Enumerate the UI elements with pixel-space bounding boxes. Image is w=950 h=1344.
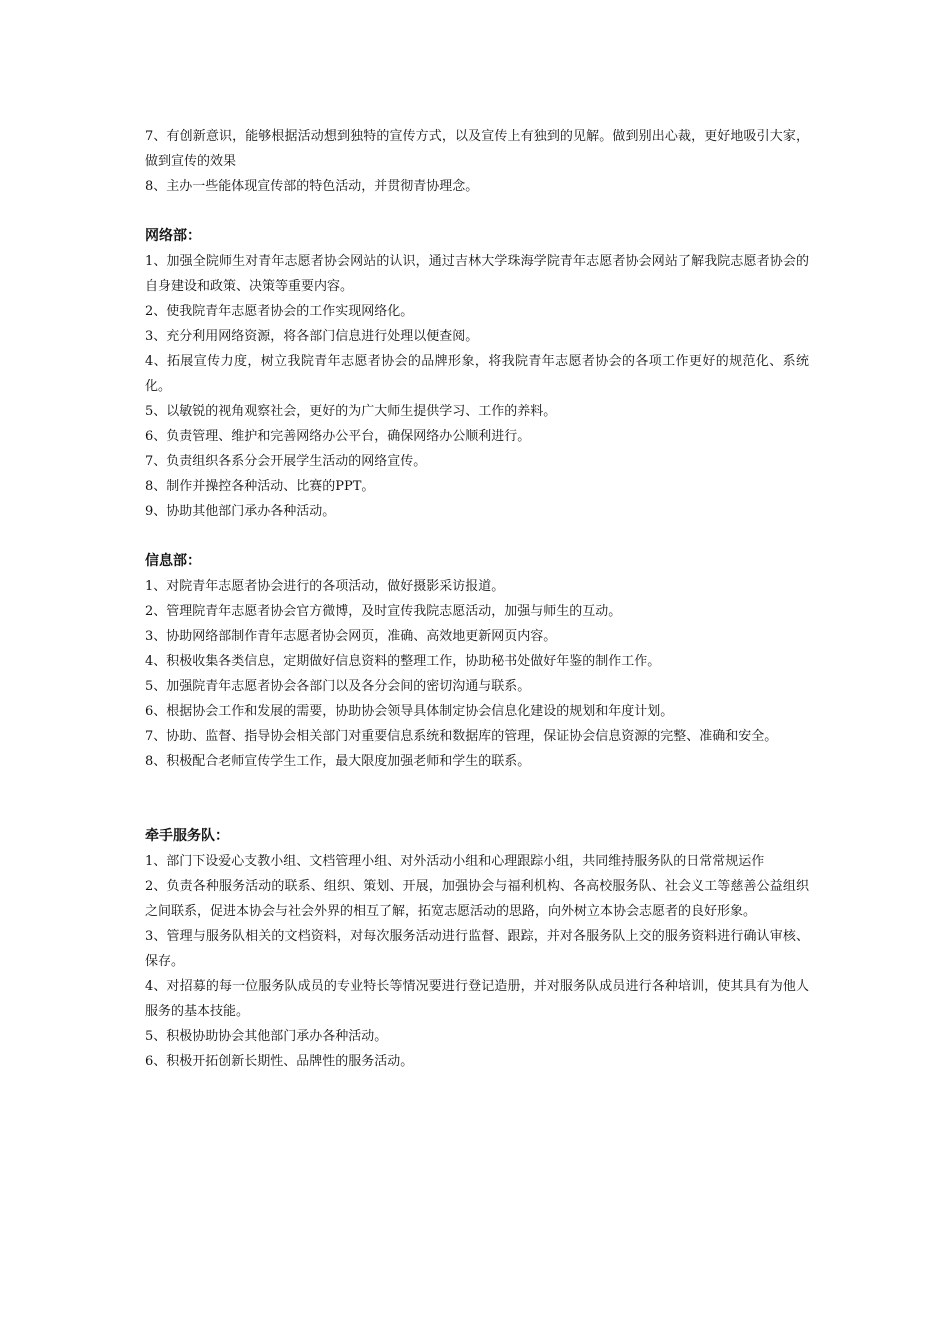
list-item: 6、负责管理、维护和完善网络办公平台，确保网络办公顺利进行。	[145, 429, 531, 444]
section-title: 信息部：	[145, 553, 201, 569]
document-page	[145, 124, 809, 1074]
list-item: 6、积极开拓创新长期性、品牌性的服务活动。	[145, 1054, 414, 1069]
list-item: 1、部门下设爱心支教小组、文档管理小组、对外活动小组和心理跟踪小组，共同维持服务队的日常常规运作	[145, 854, 765, 869]
section-title: 牵手服务队：	[145, 828, 229, 844]
list-item: 4、对招募的每一位服务队成员的专业特长等情况要进行登记造册，并对服务队成员进行各种培训，使其具有为他人服务的基本技能。	[145, 979, 809, 1019]
section-service-team	[145, 824, 809, 1074]
list-item: 3、协助网络部制作青年志愿者协会网页，准确、高效地更新网页内容。	[145, 629, 557, 644]
list-item: 5、以敏锐的视角观察社会，更好的为广大师生提供学习、工作的养料。	[145, 404, 557, 419]
list-item: 2、负责各种服务活动的联系、组织、策划、开展，加强协会与福利机构、各高校服务队、社会义工等慈善公益组织之间联系，促进本协会与社会外界的相互了解，拓宽志愿活动的思路，向外树立本协会志愿者的良好形象。	[145, 879, 809, 919]
list-item: 5、积极协助协会其他部门承办各种活动。	[145, 1029, 388, 1044]
list-item: 3、充分利用网络资源，将各部门信息进行处理以便查阅。	[145, 329, 479, 344]
list-item: 8、主办一些能体现宣传部的特色活动，并贯彻青协理念。	[145, 179, 479, 194]
list-item: 7、有创新意识，能够根据活动想到独特的宣传方式，以及宣传上有独到的见解。做到别出心裁，更好地吸引大家，做到宣传的效果	[145, 129, 809, 169]
list-item: 4、拓展宣传力度，树立我院青年志愿者协会的品牌形象，将我院青年志愿者协会的各项工作更好的规范化、系统化。	[145, 354, 809, 394]
list-item: 1、加强全院师生对青年志愿者协会网站的认识，通过吉林大学珠海学院青年志愿者协会网站了解我院志愿者协会的自身建设和政策、决策等重要内容。	[145, 254, 809, 294]
list-item: 1、对院青年志愿者协会进行的各项活动，做好摄影采访报道。	[145, 579, 505, 594]
intro-list	[145, 124, 809, 199]
list-item: 7、协助、监督、指导协会相关部门对重要信息系统和数据库的管理，保证协会信息资源的完整、准确和安全。	[145, 729, 778, 744]
section-information	[145, 549, 809, 774]
list-item: 3、管理与服务队相关的文档资料，对每次服务活动进行监督、跟踪，并对各服务队上交的服务资料进行确认审核、保存。	[145, 929, 809, 969]
list-item: 2、管理院青年志愿者协会官方微博，及时宣传我院志愿活动，加强与师生的互动。	[145, 604, 622, 619]
section-network	[145, 224, 809, 524]
list-item: 9、协助其他部门承办各种活动。	[145, 504, 336, 519]
list-item: 2、使我院青年志愿者协会的工作实现网络化。	[145, 304, 414, 319]
list-item: 4、积极收集各类信息，定期做好信息资料的整理工作，协助秘书处做好年鉴的制作工作。	[145, 654, 661, 669]
section-title: 网络部：	[145, 228, 201, 244]
list-item: 8、积极配合老师宣传学生工作，最大限度加强老师和学生的联系。	[145, 754, 531, 769]
list-item: 8、制作并操控各种活动、比赛的PPT。	[145, 479, 375, 494]
list-item: 7、负责组织各系分会开展学生活动的网络宣传。	[145, 454, 427, 469]
list-item: 5、加强院青年志愿者协会各部门以及各分会间的密切沟通与联系。	[145, 679, 531, 694]
list-item: 6、根据协会工作和发展的需要，协助协会领导具体制定协会信息化建设的规划和年度计划。	[145, 704, 674, 719]
